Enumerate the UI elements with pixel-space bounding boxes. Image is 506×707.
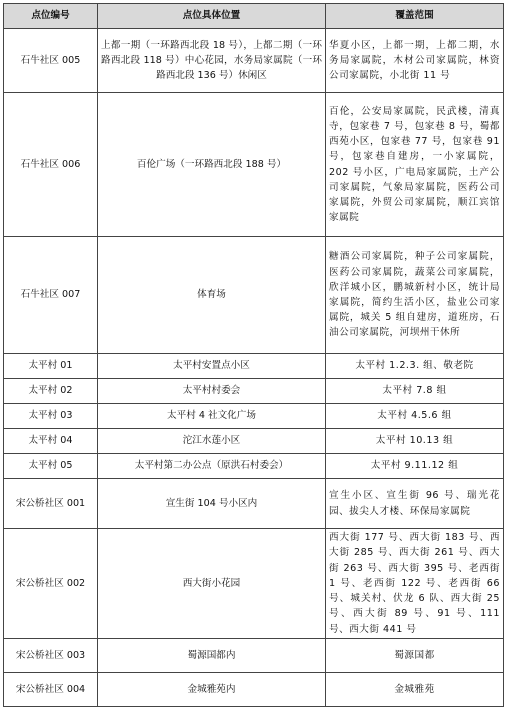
point-location: 上都一期（一环路西北段 18 号），上都二期（一环路西北段 118 号）中心花园，水务局家属院（一环路西北段 136 号）休闲区 [98,29,326,93]
point-id: 宋公桥社区 002 [4,529,98,639]
point-id: 宋公桥社区 001 [4,479,98,529]
point-id: 宋公桥社区 004 [4,673,98,707]
table-row [4,93,504,237]
header-coverage: 覆盖范围 [326,4,504,29]
table-row [4,404,504,429]
point-id: 石牛社区 007 [4,237,98,354]
table-row [4,529,504,639]
coverage-area: 太平村 1.2.3. 组、敬老院 [326,354,504,379]
point-location: 太平村 4 社文化广场 [98,404,326,429]
table-row [4,237,504,354]
point-location: 宣生街 104 号小区内 [98,479,326,529]
coverage-area: 太平村 4.5.6 组 [326,404,504,429]
header-point-id: 点位编号 [4,4,98,29]
table-row [4,429,504,454]
header-location: 点位具体位置 [98,4,326,29]
coverage-area: 宣生小区、宣生街 96 号、瑞光花园、拔尖人才楼、环保局家属院 [326,479,504,529]
point-location: 百伦广场（一环路西北段 188 号） [98,93,326,237]
point-location: 蜀源国都内 [98,639,326,673]
point-id: 宋公桥社区 003 [4,639,98,673]
point-id: 太平村 04 [4,429,98,454]
coverage-area: 金城雅苑 [326,673,504,707]
table-row [4,454,504,479]
coverage-area: 糖酒公司家属院，种子公司家属院，医药公司家属院，蔬菜公司家属院，欣洋城小区，鹏城新村小区，统计局家属院，简约生活小区，盐业公司家属院，城关 5 组自建房，道班房，石油公司家属院，河坝州干休所 [326,237,504,354]
table-row [4,354,504,379]
table-row [4,29,504,93]
point-id: 太平村 03 [4,404,98,429]
coverage-area: 太平村 10.13 组 [326,429,504,454]
point-location: 金城雅苑内 [98,673,326,707]
point-location: 太平村第二办公点（原洪石村委会） [98,454,326,479]
coverage-area: 华夏小区，上都一期，上都二期，水务局家属院，木材公司家属院，林资公司家属院，小北街 11 号 [326,29,504,93]
coverage-area: 西大街 177 号、西大街 183 号、西大街 285 号、西大街 261 号、西大街 263 号、西大街 395 号、老西街 1 号、老西街 122 号、老西街 66 号、城关村、伏龙 6 队、西大街 25 号、西大街 89 号、91 号、111 号、西大街 441 号 [326,529,504,639]
point-location: 太平村村委会 [98,379,326,404]
point-location: 西大街小花园 [98,529,326,639]
coverage-area: 太平村 9.11.12 组 [326,454,504,479]
table-row [4,479,504,529]
point-id: 太平村 02 [4,379,98,404]
point-location: 沱江水莲小区 [98,429,326,454]
coverage-table [3,3,504,707]
coverage-area: 百伦，公安局家属院，民武楼，清真寺，包家巷 7 号，包家巷 8 号，蜀都西苑小区，包家巷 77 号，包家巷 91 号，包家巷自建房，一小家属院，202 号小区，广电局家属院，土产公司家属院，气象局家属院，医药公司家属院，外贸公司家属院，顺江宾馆家属院 [326,93,504,237]
table-row [4,673,504,707]
coverage-area: 蜀源国都 [326,639,504,673]
point-location: 体育场 [98,237,326,354]
point-id: 石牛社区 005 [4,29,98,93]
point-id: 石牛社区 006 [4,93,98,237]
table-header-row [4,4,504,29]
point-location: 太平村安置点小区 [98,354,326,379]
table-row [4,639,504,673]
coverage-area: 太平村 7.8 组 [326,379,504,404]
point-id: 太平村 05 [4,454,98,479]
point-id: 太平村 01 [4,354,98,379]
table-row [4,379,504,404]
